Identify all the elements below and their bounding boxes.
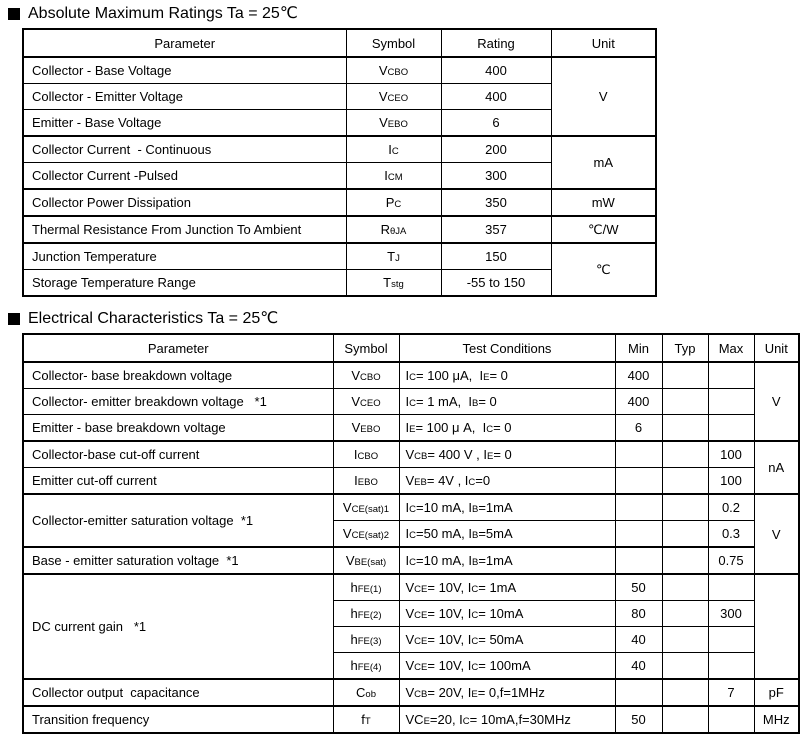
header-rating: Rating — [441, 29, 551, 57]
cell-typ — [662, 653, 708, 680]
cell-min: 6 — [615, 415, 662, 442]
cell-min: 400 — [615, 362, 662, 389]
table-header-row — [23, 29, 656, 57]
table-row — [23, 136, 656, 163]
header-unit: Unit — [754, 334, 799, 362]
cell-typ — [662, 362, 708, 389]
cell-unit: mA — [551, 136, 656, 189]
cell-min — [615, 547, 662, 574]
table-row — [23, 679, 799, 706]
header-test-conditions: Test Conditions — [399, 334, 615, 362]
cell-max — [708, 653, 754, 680]
cell-max — [708, 627, 754, 653]
header-typ: Typ — [662, 334, 708, 362]
table-row — [23, 362, 799, 389]
cell-min: 40 — [615, 653, 662, 680]
cell-parameter: Collector output capacitance — [23, 679, 333, 706]
cell-typ — [662, 415, 708, 442]
cell-parameter: DC current gain *1 — [23, 574, 333, 679]
cell-parameter: Junction Temperature — [23, 243, 346, 270]
cell-max: 0.3 — [708, 521, 754, 548]
cell-min — [615, 494, 662, 521]
cell-rating: 6 — [441, 110, 551, 137]
cell-typ — [662, 468, 708, 495]
table-row — [23, 415, 799, 442]
cell-parameter: Emitter cut-off current — [23, 468, 333, 495]
cell-test-conditions: IC=50 mA, IB=5mA — [399, 521, 615, 548]
cell-symbol: VCBO — [333, 362, 399, 389]
cell-symbol: VEBO — [346, 110, 441, 137]
table-row — [23, 547, 799, 574]
cell-max — [708, 415, 754, 442]
cell-test-conditions: VCE= 10V, IC= 100mA — [399, 653, 615, 680]
electrical-table — [22, 333, 800, 734]
cell-max — [708, 362, 754, 389]
cell-parameter: Collector- emitter breakdown voltage *1 — [23, 389, 333, 415]
cell-max: 7 — [708, 679, 754, 706]
cell-rating: 400 — [441, 57, 551, 84]
section-title-electrical-characteristics — [8, 310, 803, 328]
cell-test-conditions: VCE= 10V, IC= 1mA — [399, 574, 615, 601]
cell-max — [708, 706, 754, 733]
table-row — [23, 189, 656, 216]
cell-rating: 350 — [441, 189, 551, 216]
header-parameter: Parameter — [23, 334, 333, 362]
cell-symbol: PC — [346, 189, 441, 216]
cell-symbol: IEBO — [333, 468, 399, 495]
table-row — [23, 574, 799, 601]
cell-unit: nA — [754, 441, 799, 494]
cell-symbol: hFE(1) — [333, 574, 399, 601]
cell-typ — [662, 521, 708, 548]
cell-symbol: Cob — [333, 679, 399, 706]
cell-symbol: VEBO — [333, 415, 399, 442]
table-row — [23, 494, 799, 521]
cell-parameter: Collector Current -Pulsed — [23, 163, 346, 190]
header-symbol: Symbol — [346, 29, 441, 57]
cell-symbol: Tstg — [346, 270, 441, 297]
table-row — [23, 468, 799, 495]
section-marker-icon — [8, 8, 20, 20]
cell-test-conditions: VCE= 10V, IC= 50mA — [399, 627, 615, 653]
cell-symbol: ICBO — [333, 441, 399, 468]
cell-typ — [662, 441, 708, 468]
header-max: Max — [708, 334, 754, 362]
cell-symbol: VCE(sat)2 — [333, 521, 399, 548]
cell-test-conditions: IE= 100 μ A, IC= 0 — [399, 415, 615, 442]
cell-parameter: Collector-emitter saturation voltage *1 — [23, 494, 333, 547]
section-title-absolute-maximum-ratings — [8, 5, 803, 23]
cell-typ — [662, 627, 708, 653]
cell-symbol: VCE(sat)1 — [333, 494, 399, 521]
cell-symbol: TJ — [346, 243, 441, 270]
cell-min — [615, 521, 662, 548]
cell-unit: ℃/W — [551, 216, 656, 243]
cell-unit: V — [551, 57, 656, 136]
cell-min: 400 — [615, 389, 662, 415]
cell-rating: 357 — [441, 216, 551, 243]
section-title-text: Absolute Maximum Ratings Ta = 25℃ — [28, 5, 298, 22]
cell-max: 300 — [708, 601, 754, 627]
cell-unit — [754, 574, 799, 679]
cell-symbol: hFE(3) — [333, 627, 399, 653]
cell-symbol: VCBO — [346, 57, 441, 84]
cell-test-conditions: IC= 1 mA, IB= 0 — [399, 389, 615, 415]
cell-symbol: ICM — [346, 163, 441, 190]
cell-max — [708, 389, 754, 415]
cell-unit: pF — [754, 679, 799, 706]
table-row — [23, 216, 656, 243]
cell-min: 80 — [615, 601, 662, 627]
cell-unit: V — [754, 494, 799, 574]
cell-rating: 200 — [441, 136, 551, 163]
cell-max: 0.2 — [708, 494, 754, 521]
cell-parameter: Thermal Resistance From Junction To Ambient — [23, 216, 346, 243]
cell-parameter: Collector- base breakdown voltage — [23, 362, 333, 389]
abs-max-table — [22, 28, 657, 297]
cell-typ — [662, 706, 708, 733]
cell-symbol: hFE(2) — [333, 601, 399, 627]
cell-typ — [662, 601, 708, 627]
cell-unit: V — [754, 362, 799, 441]
cell-min: 50 — [615, 706, 662, 733]
cell-parameter: Collector Current - Continuous — [23, 136, 346, 163]
header-min: Min — [615, 334, 662, 362]
cell-min — [615, 441, 662, 468]
cell-min — [615, 679, 662, 706]
header-unit: Unit — [551, 29, 656, 57]
cell-parameter: Collector Power Dissipation — [23, 189, 346, 216]
cell-test-conditions: VCE=20, IC= 10mA,f=30MHz — [399, 706, 615, 733]
cell-test-conditions: VCB= 20V, IE= 0,f=1MHz — [399, 679, 615, 706]
section-title-text: Electrical Characteristics Ta = 25℃ — [28, 310, 279, 327]
header-symbol: Symbol — [333, 334, 399, 362]
cell-rating: 300 — [441, 163, 551, 190]
cell-parameter: Collector - Base Voltage — [23, 57, 346, 84]
cell-test-conditions: VEB= 4V , IC=0 — [399, 468, 615, 495]
cell-typ — [662, 547, 708, 574]
cell-parameter: Collector - Emitter Voltage — [23, 84, 346, 110]
cell-test-conditions: VCE= 10V, IC= 10mA — [399, 601, 615, 627]
table-row — [23, 441, 799, 468]
table-row — [23, 243, 656, 270]
cell-min — [615, 468, 662, 495]
cell-min: 50 — [615, 574, 662, 601]
cell-test-conditions: IC=10 mA, IB=1mA — [399, 494, 615, 521]
cell-test-conditions: VCB= 400 V , IE= 0 — [399, 441, 615, 468]
cell-test-conditions: IC=10 mA, IB=1mA — [399, 547, 615, 574]
cell-typ — [662, 389, 708, 415]
cell-symbol: VCEO — [346, 84, 441, 110]
table-header-row — [23, 334, 799, 362]
cell-max — [708, 574, 754, 601]
table-row — [23, 389, 799, 415]
cell-parameter: Storage Temperature Range — [23, 270, 346, 297]
header-parameter: Parameter — [23, 29, 346, 57]
cell-parameter: Emitter - base breakdown voltage — [23, 415, 333, 442]
cell-symbol: VCEO — [333, 389, 399, 415]
cell-typ — [662, 679, 708, 706]
table-row — [23, 57, 656, 84]
cell-test-conditions: IC= 100 μA, IE= 0 — [399, 362, 615, 389]
cell-unit: MHz — [754, 706, 799, 733]
cell-parameter: Transition frequency — [23, 706, 333, 733]
cell-max: 100 — [708, 441, 754, 468]
cell-parameter: Collector-base cut-off current — [23, 441, 333, 468]
cell-rating: 400 — [441, 84, 551, 110]
cell-symbol: RθJA — [346, 216, 441, 243]
cell-unit: mW — [551, 189, 656, 216]
cell-symbol: IC — [346, 136, 441, 163]
cell-max: 0.75 — [708, 547, 754, 574]
cell-typ — [662, 494, 708, 521]
cell-min: 40 — [615, 627, 662, 653]
cell-typ — [662, 574, 708, 601]
cell-rating: -55 to 150 — [441, 270, 551, 297]
table-row — [23, 706, 799, 733]
cell-symbol: hFE(4) — [333, 653, 399, 680]
cell-parameter: Base - emitter saturation voltage *1 — [23, 547, 333, 574]
cell-symbol: fT — [333, 706, 399, 733]
cell-parameter: Emitter - Base Voltage — [23, 110, 346, 137]
cell-max: 100 — [708, 468, 754, 495]
section-marker-icon — [8, 313, 20, 325]
cell-unit: ℃ — [551, 243, 656, 296]
cell-symbol: VBE(sat) — [333, 547, 399, 574]
cell-rating: 150 — [441, 243, 551, 270]
